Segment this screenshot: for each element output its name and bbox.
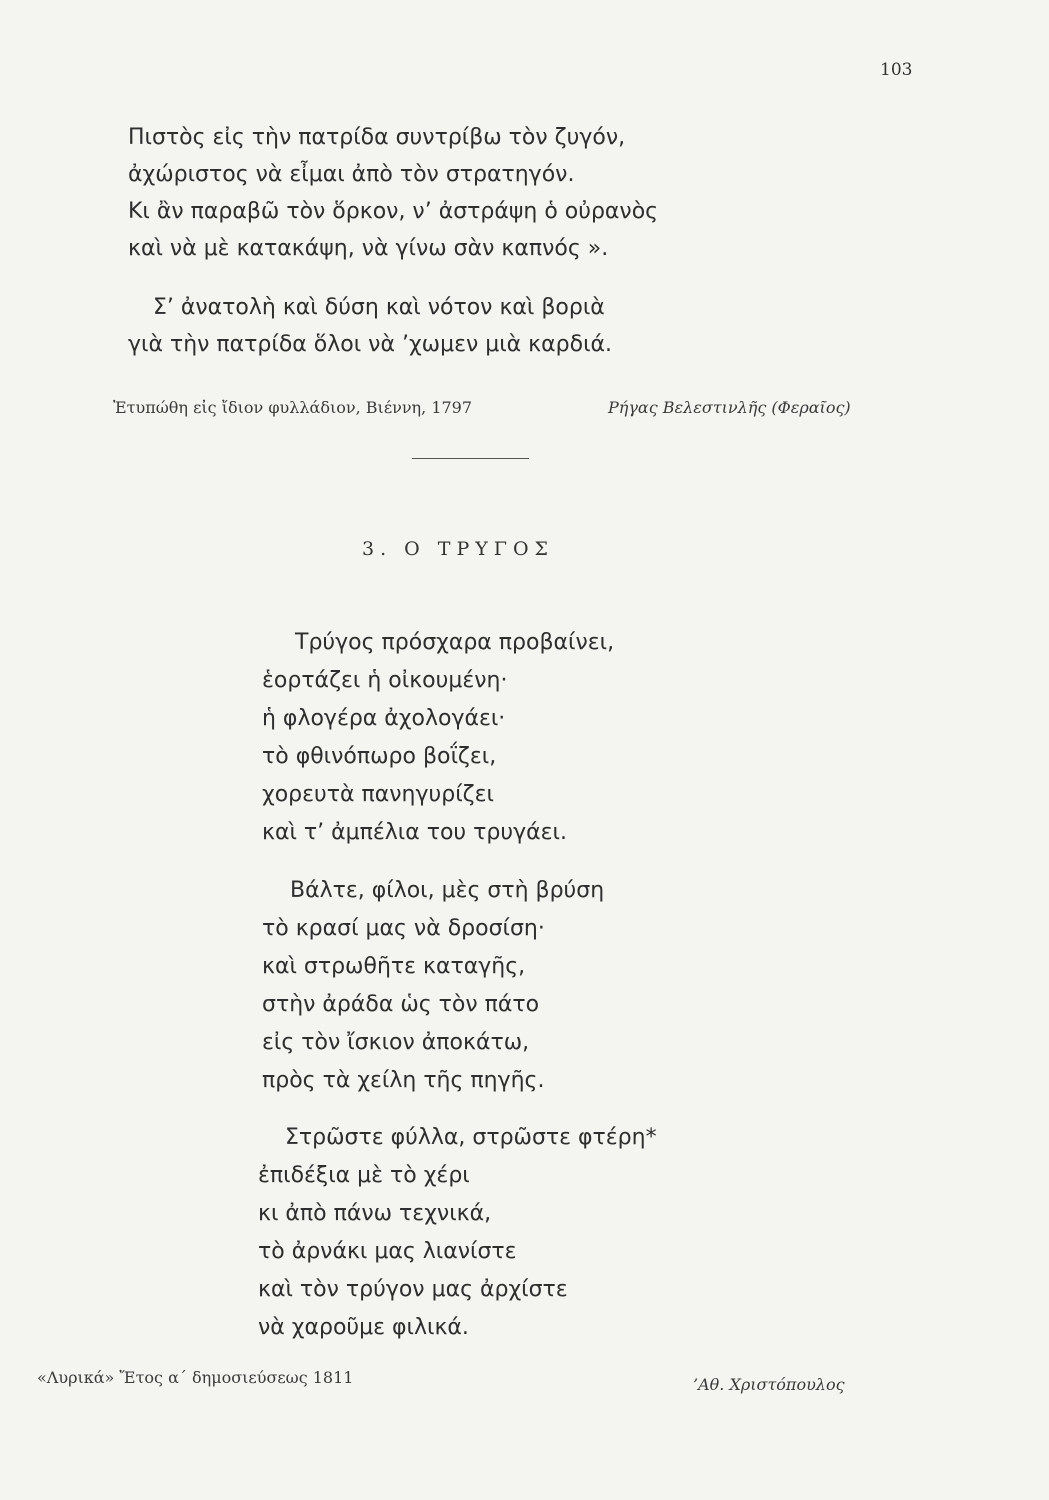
poem2-author: ’Αθ. Χριστόπουλος — [693, 1375, 845, 1394]
poem-line: νὰ χαροῦμε φιλικά. — [258, 1315, 469, 1340]
poem-line: Σ’ ἀνατολὴ καὶ δύση καὶ νότον καὶ βοριὰ — [153, 295, 605, 320]
poem-line: καὶ τ’ ἀμπέλια του τρυγάει. — [262, 820, 567, 845]
section-title: 3. Ο ΤΡΥΓΟΣ — [362, 538, 554, 560]
poem-line: Πιστὸς εἰς τὴν πατρίδα συντρίβω τὸν ζυγόν, — [128, 125, 626, 150]
page-number: 103 — [880, 60, 913, 80]
poem-line: χορευτὰ πανηγυρίζει — [262, 782, 494, 807]
poem2-source: «Λυρικά» Ἔτος α΄ δημοσιεύσεως 1811 — [37, 1368, 354, 1387]
poem-line: κι ἀπὸ πάνω τεχνικά, — [258, 1201, 492, 1226]
poem-line: τὸ κρασί μας νὰ δροσίση· — [262, 916, 545, 941]
poem-line: Στρῶστε φύλλα, στρῶστε φτέρη* — [285, 1125, 657, 1150]
poem1-author: Ρήγας Βελεστινλῆς (Φεραῖος) — [608, 398, 851, 417]
poem-line: ἀχώριστος νὰ εἶμαι ἀπὸ τὸν στρατηγόν. — [128, 162, 575, 187]
poem-line: Κι ἂν παραβῶ τὸν ὅρκον, ν’ ἀστράψη ὁ οὐρανὸς — [128, 199, 659, 224]
poem-line: τὸ ἀρνάκι μας λιανίστε — [258, 1239, 517, 1264]
poem-line: στὴν ἀράδα ὡς τὸν πάτο — [262, 992, 540, 1017]
poem-line: Βάλτε, φίλοι, μὲς στὴ βρύση — [290, 878, 605, 903]
section-divider — [412, 458, 529, 459]
poem-line: εἰς τὸν ἴσκιον ἀποκάτω, — [262, 1030, 530, 1055]
poem-line: ἐπιδέξια μὲ τὸ χέρι — [258, 1163, 470, 1188]
poem-line: καὶ τὸν τρύγον μας ἀρχίστε — [258, 1277, 568, 1302]
poem-line: πρὸς τὰ χείλη τῆς πηγῆς. — [262, 1068, 545, 1093]
poem-line: καὶ στρωθῆτε καταγῆς, — [262, 954, 526, 979]
poem-line: καὶ νὰ μὲ κατακάψη, νὰ γίνω σὰν καπνός ». — [128, 236, 609, 261]
poem-line: ἑορτάζει ἡ οἰκουμένη· — [262, 668, 508, 693]
poem-line: Τρύγος πρόσχαρα προβαίνει, — [295, 630, 615, 655]
poem1-source: Ἐτυπώθη εἰς ἴδιον φυλλάδιον, Βιέννη, 1797 — [113, 398, 473, 417]
poem-line: τὸ φθινόπωρο βοΐζει, — [262, 744, 497, 769]
poem-line: γιὰ τὴν πατρίδα ὅλοι νὰ ’χωμεν μιὰ καρδιά. — [128, 332, 613, 357]
poem-line: ἡ φλογέρα ἀχολογάει· — [262, 706, 506, 731]
